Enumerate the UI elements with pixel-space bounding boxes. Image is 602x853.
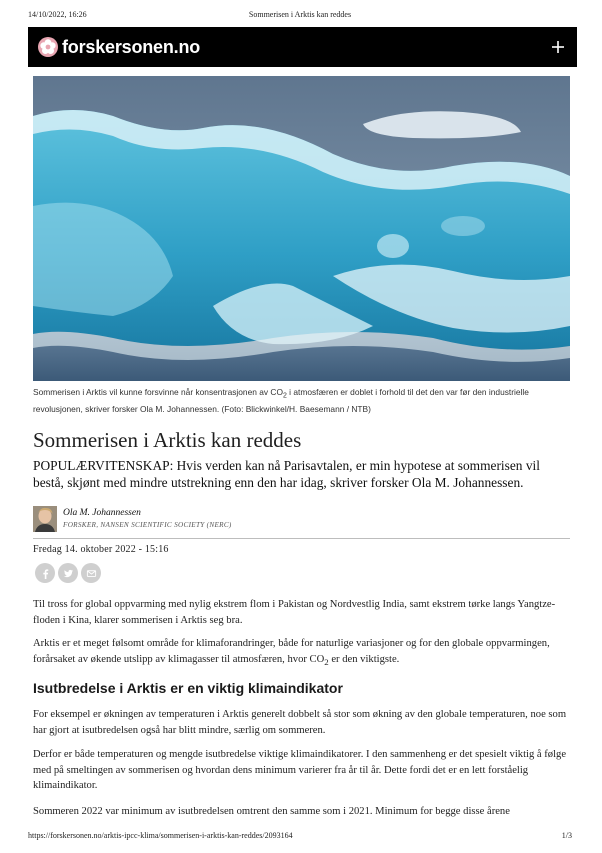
author-name[interactable]: Ola M. Johannessen [63, 508, 141, 518]
author-role: FORSKER, NANSEN SCIENTIFIC SOCIETY (NERC) [63, 521, 232, 529]
author-byline [33, 506, 573, 534]
share-twitter-button[interactable] [58, 563, 78, 583]
plus-icon [549, 38, 567, 56]
print-url: https://forskersonen.no/arktis-ipcc-klima/sommerisen-i-arktis-kan-reddes/2093164 [28, 831, 293, 840]
print-title: Sommerisen i Arktis kan reddes [248, 10, 352, 19]
article-title: Sommerisen i Arktis kan reddes [33, 428, 302, 452]
paragraph-3: For eksempel er økningen av temperaturen i Arktis generelt dobbelt så stor som økning av den globale temperaturen, noe som har gjort at isutbredelsen også har blitt mindre, særlig om sommeren. [33, 709, 567, 736]
article-lead: POPULÆRVITENSKAP: Hvis verden kan nå Parisavtalen, er min hypotese at sommerisen vil bestå, skjønt med mindre utstrekning enn den har idag, skriver forsker Ola M. Johannessen. [33, 458, 540, 490]
divider [33, 538, 570, 539]
hero-caption: Sommerisen i Arktis vil kunne forsvinne når konsentrasjonen av $CO_2$ i atmosfæren er doblet i forhold til det den var før den industrielle revolusjonen, skriver forsker Ola M. Johannessen. (Foto: Blickwinkel/H. Baesemann / NTB) [33, 387, 529, 414]
publish-date: Fredag 14. oktober 2022 - 15:16 [33, 544, 169, 555]
paragraph-4: Derfor er både temperaturen og mengde isutbredelse viktige klimaindikatorer. I den sammenheng er det spesielt viktig å følge med på smeltingen av sommerisen og hvordan dens minimum varierer fra år til år. Dette fordi det er en lett forståelig klimaindikator. [33, 749, 567, 791]
paragraph-1: Til tross for global oppvarming med nylig ekstrem flom i Pakistan og Nordvestlig India, samt ekstrem tørke langs Yangtze-floden i Kina, klarer sommerisen i Arktis seg bra. [33, 599, 556, 626]
share-buttons [35, 563, 101, 583]
page-number: 1/3 [561, 831, 572, 840]
menu-button[interactable] [549, 38, 567, 56]
site-logo[interactable] [38, 36, 200, 58]
print-header [28, 10, 572, 24]
site-header [28, 27, 577, 67]
paragraph-5: Sommeren 2022 var minimum av isutbredelsen omtrent den samme som i 2021. Minimum for begge disse årene [33, 806, 510, 817]
share-facebook-button[interactable] [35, 563, 55, 583]
share-email-button[interactable] [81, 563, 101, 583]
email-icon [86, 568, 97, 579]
author-avatar[interactable] [33, 506, 57, 532]
flower-logo-icon [38, 37, 58, 57]
hero-image [33, 76, 570, 381]
facebook-icon [40, 568, 51, 579]
print-timestamp: 14/10/2022, 16:26 [28, 10, 87, 19]
paragraph-2: Arktis er et meget følsomt område for klimaforandringer, både for naturlige variasjoner og for den globale oppvarmingen, forårsaket av økende utslipp av klimagasser til atmosfæren, hvor $CO_2$ er den viktigste. [33, 638, 550, 667]
print-footer [28, 831, 572, 843]
site-logo-text: forskersonen.no [62, 36, 201, 57]
twitter-icon [63, 568, 74, 579]
section-heading: Isutbredelse i Arktis er en viktig klimaindikator [33, 680, 343, 696]
